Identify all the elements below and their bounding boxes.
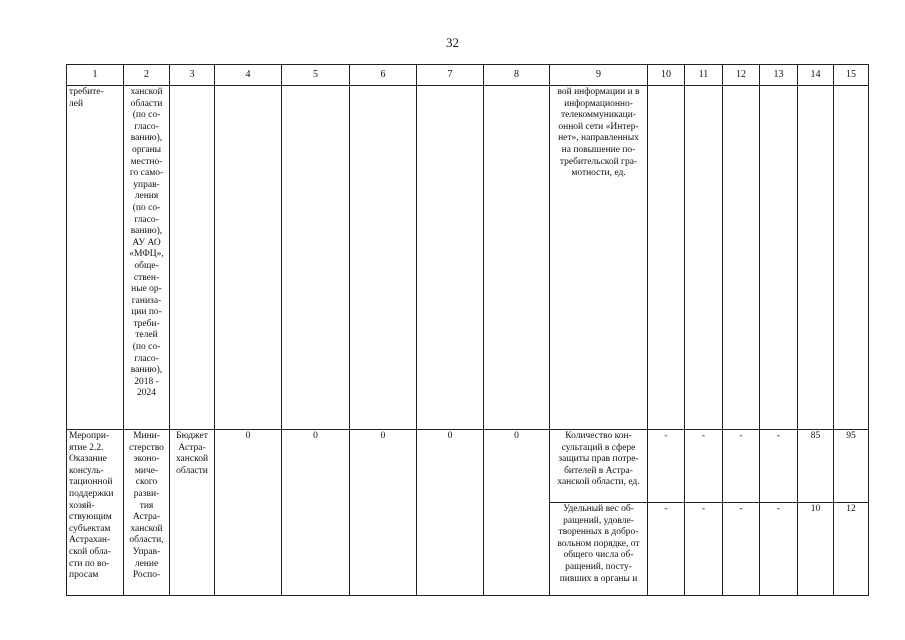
cell-value: - — [760, 503, 798, 596]
cell-indicator: Количество кон- сультаций в сфере защиты прав потре- бителей в Астра- ханской области, ед. — [550, 430, 648, 503]
cell-value: 0 — [215, 430, 282, 596]
page-number: 32 — [446, 35, 459, 50]
header-cell: 4 — [215, 65, 282, 86]
header-cell: 6 — [350, 65, 417, 86]
cell-value: 0 — [282, 430, 350, 596]
cell-indicator: вой информации и в информационно- телекоммуникаци- онной сети «Интер- нет», направленных на повышение по- требительской гра- мотности, ед. — [550, 86, 648, 430]
cell-value: 0 — [484, 430, 550, 596]
cell-empty — [417, 86, 484, 430]
cell-value: - — [685, 503, 723, 596]
header-cell: 9 — [550, 65, 648, 86]
cell-value: - — [648, 430, 685, 503]
header-cell: 8 — [484, 65, 550, 86]
cell-empty — [834, 86, 869, 430]
cell-empty — [760, 86, 798, 430]
table-row — [67, 86, 869, 430]
cell-activity: Меропри- ятие 2.2. Оказание консуль- тационной поддержки хозяй- ствующим субъектам Астрахан- ской обла- сти по во- просам — [67, 430, 124, 596]
cell-value: - — [723, 430, 760, 503]
cell-value: - — [685, 430, 723, 503]
cell-value: 12 — [834, 503, 869, 596]
cell-value: - — [760, 430, 798, 503]
cell-empty — [648, 86, 685, 430]
header-cell: 7 — [417, 65, 484, 86]
cell-empty — [798, 86, 834, 430]
cell-empty — [282, 86, 350, 430]
cell-value: 95 — [834, 430, 869, 503]
header-cell: 12 — [723, 65, 760, 86]
header-cell: 13 — [760, 65, 798, 86]
program-table — [66, 64, 869, 596]
cell-empty — [170, 86, 215, 430]
table-row — [67, 430, 869, 503]
header-cell: 3 — [170, 65, 215, 86]
cell-value: 0 — [417, 430, 484, 596]
cell-value: - — [648, 503, 685, 596]
cell-value: 85 — [798, 430, 834, 503]
header-row — [67, 65, 869, 86]
cell-activity: требите- лей — [67, 86, 124, 430]
cell-value: 0 — [350, 430, 417, 596]
header-cell: 14 — [798, 65, 834, 86]
cell-value: 10 — [798, 503, 834, 596]
cell-empty — [484, 86, 550, 430]
cell-indicator: Удельный вес об- ращений, удовле- творенных в добро- вольном порядке, от общего числа об- ращений, посту- пивших в органы и — [550, 503, 648, 596]
header-cell: 2 — [124, 65, 170, 86]
header-cell: 11 — [685, 65, 723, 86]
header-cell: 10 — [648, 65, 685, 86]
cell-empty — [215, 86, 282, 430]
cell-empty — [350, 86, 417, 430]
cell-executor: Мини- стерство эконо- миче- ского разви- тия Астра- ханской области, Управ- ление Роспо- — [124, 430, 170, 596]
cell-value: - — [723, 503, 760, 596]
header-cell: 15 — [834, 65, 869, 86]
cell-funding-source: Бюджет Астра- ханской области — [170, 430, 215, 596]
cell-executor: ханской области (по со- гласо- ванию), органы местно- го само- управ- ления (по со- гласо- ванию), АУ АО «МФЦ», обще- ствен- ные ор- ганиза- ции по- треби- телей (по со- гласо- ванию), 2018 - 2024 — [124, 86, 170, 430]
header-cell: 1 — [67, 65, 124, 86]
cell-empty — [723, 86, 760, 430]
cell-empty — [685, 86, 723, 430]
header-cell: 5 — [282, 65, 350, 86]
